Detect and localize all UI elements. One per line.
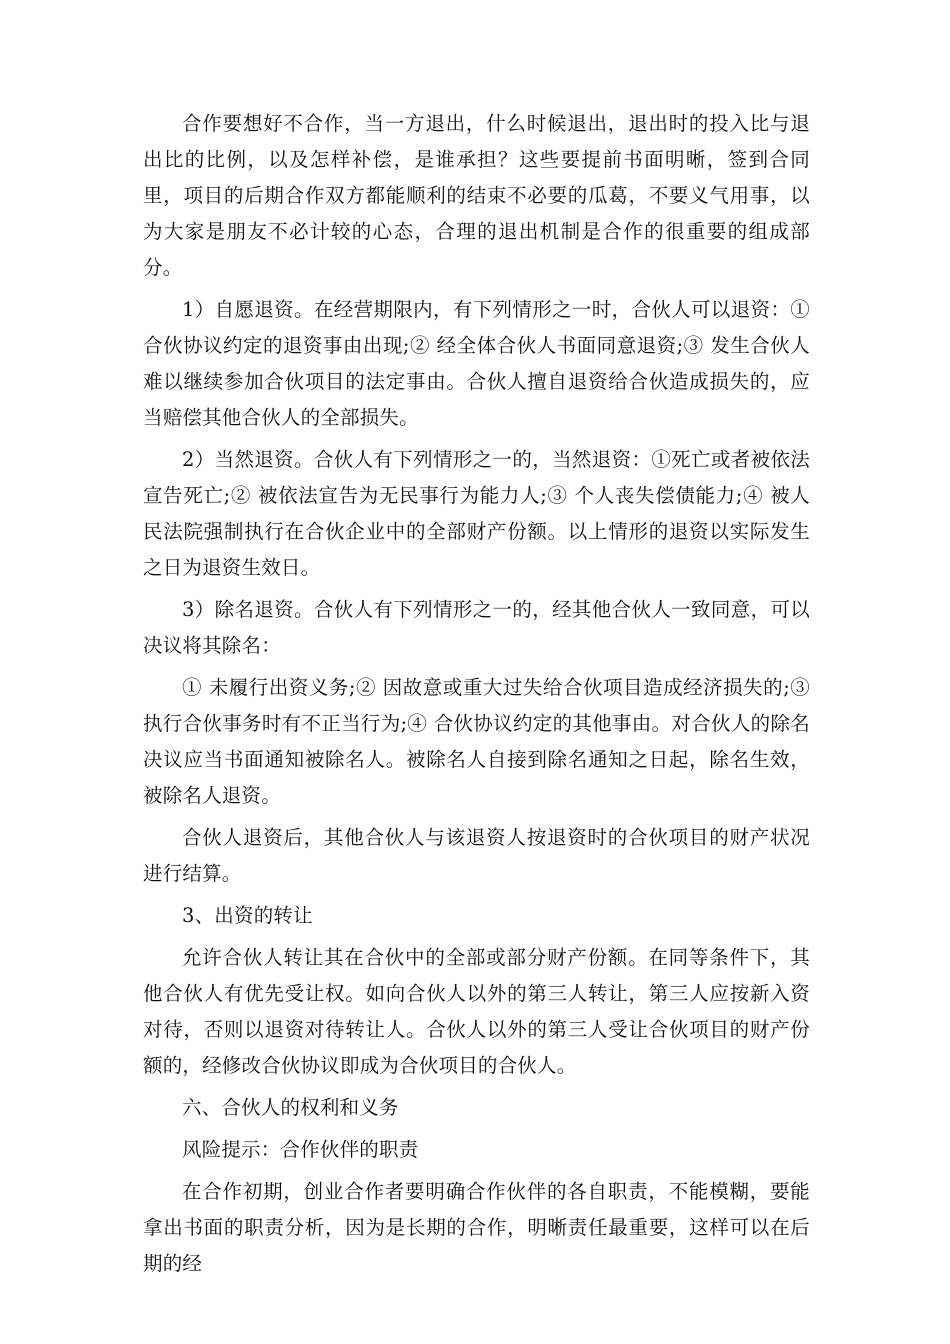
document-body (143, 106, 810, 1288)
risk-note-heading: 风险提示：合作伙伴的职责 (182, 1138, 419, 1161)
paragraph-capital-transfer: 允许合伙人转让其在合伙中的全部或部分财产份额。在同等条件下，其他合伙人有优先受让权。如向合伙人以外的第三人转让，第三人应按新入资对待，否则以退资对待转让人。合伙人以外的第三人受让合伙项目的财产份额的，经修改合伙协议即成为合伙项目的合伙人。 (143, 946, 810, 1077)
paragraph-removal-conditions: ① 未履行出资义务;② 因故意或重大过失给合伙项目造成经济损失的;③ 执行合伙事务时有不正当行为;④ 合伙协议约定的其他事由。对合伙人的除名决议应当书面通知被除名人。被除名人自接到除名通知之日起，除名生效，被除名人退资。 (143, 676, 810, 807)
paragraph-voluntary-withdrawal: 1）自愿退资。在经营期限内，有下列情形之一时，合伙人可以退资：①合伙协议约定的退资事由出现;② 经全体合伙人书面同意退资;③ 发生合伙人难以继续参加合伙项目的法定事由。合伙人擅自退资给合伙造成损失的，应当赔偿其他合伙人的全部损失。 (143, 298, 810, 429)
paragraph-exit-mechanism: 合作要想好不合作，当一方退出，什么时候退出，退出时的投入比与退出比的比例，以及怎样补偿，是谁承担？这些要提前书面明晰，签到合同里，项目的后期合作双方都能顺利的结束不必要的瓜葛，不要义气用事，以为大家是朋友不必计较的心态，合理的退出机制是合作的很重要的组成部分。 (143, 112, 810, 279)
paragraph-removal-withdrawal: 3）除名退资。合伙人有下列情形之一的，经其他合伙人一致同意，可以决议将其除名： (143, 598, 810, 657)
paragraph-settlement: 合伙人退资后，其他合伙人与该退资人按退资时的合伙项目的财产状况进行结算。 (143, 826, 810, 885)
section-heading-partner-rights: 六、合伙人的权利和义务 (182, 1096, 399, 1119)
section-heading-capital-transfer: 3、出资的转让 (182, 904, 313, 927)
paragraph-automatic-withdrawal: 2）当然退资。合伙人有下列情形之一的，当然退资：①死亡或者被依法宣告死亡;② 被依法宣告为无民事行为能力人;③ 个人丧失偿债能力;④ 被人民法院强制执行在合伙企业中的全部财产份额。以上情形的退资以实际发生之日为退资生效日。 (143, 448, 810, 579)
paragraph-partner-responsibilities: 在合作初期，创业合作者要明确合作伙伴的各自职责，不能模糊，要能拿出书面的职责分析，因为是长期的合作，明晰责任最重要，这样可以在后期的经 (143, 1180, 810, 1275)
